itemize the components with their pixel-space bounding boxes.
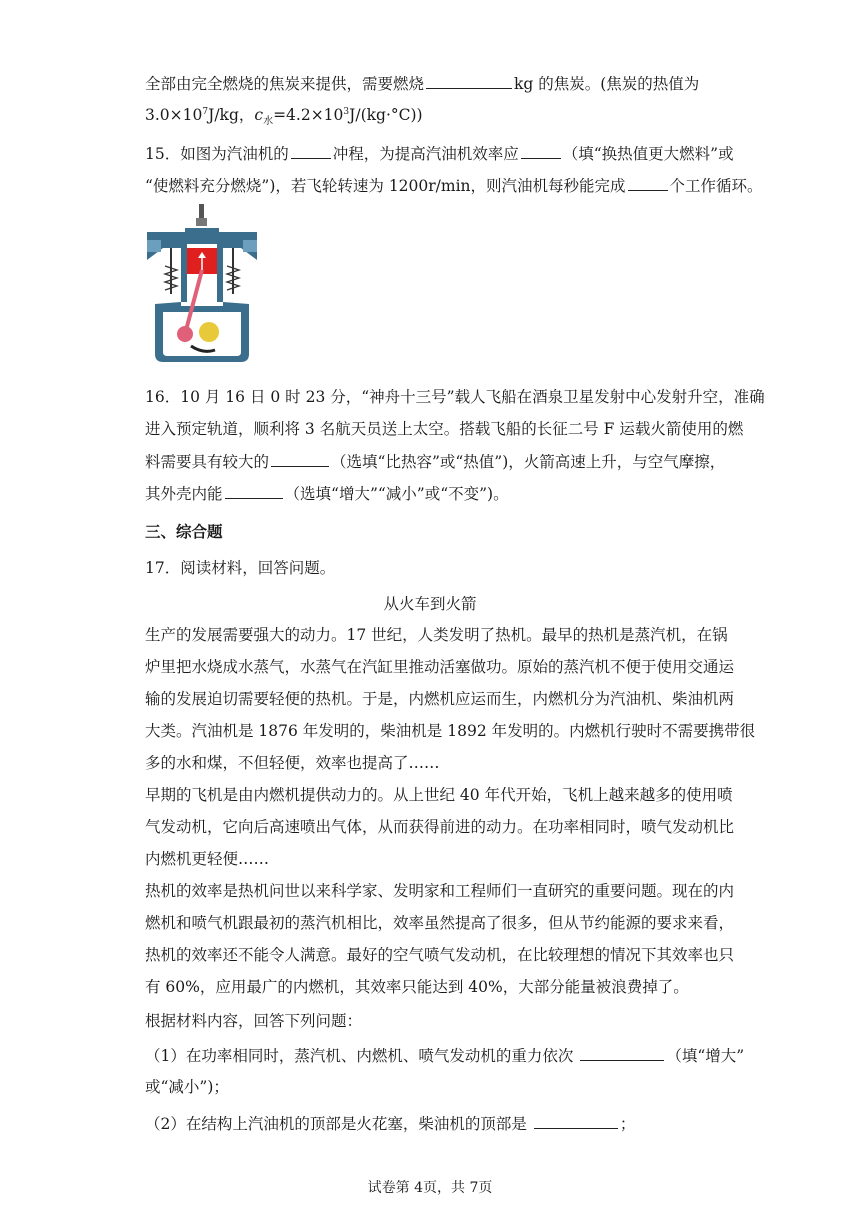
q14-unit1: J/kg， xyxy=(208,106,255,124)
spark-plug-base xyxy=(196,218,207,226)
q14-exp1: 7 xyxy=(202,106,209,117)
q15-line-1 xyxy=(145,142,734,165)
q16-line-2: 进入预定轨道，顺利将 3 名航天员送上太空。搭载飞船的长征二号 F 运载火箭使用的燃 xyxy=(145,420,744,438)
q15-text-b: 冲程，为提高汽油机效率应 xyxy=(332,145,519,163)
q17-sub2-text-a: （2）在结构上汽油机的顶部是火花塞，柴油机的顶部是 xyxy=(145,1115,527,1133)
spark-plug-icon xyxy=(199,204,204,220)
q14-line-2 xyxy=(145,104,423,126)
q17-sub1-text-a: （1）在功率相同时，蒸汽机、内燃机、喷气发动机的重力依次 xyxy=(145,1047,574,1065)
article-p2-line: 内燃机更轻便…… xyxy=(145,850,270,868)
q17-prompt: 根据材料内容，回答下列问题： xyxy=(145,1012,363,1030)
section-title: 三、综合题 xyxy=(145,522,223,541)
q16-blank-energy[interactable] xyxy=(225,482,283,499)
article-p3-line: 燃机和喷气机跟最初的蒸汽机相比，效率虽然提高了很多，但从节约能源的要求来看， xyxy=(145,914,735,932)
q17-sub2-line xyxy=(145,1112,635,1135)
crank-wheel xyxy=(199,322,219,342)
q17-sub1-text-b: （填“增大” xyxy=(666,1047,745,1065)
q17-sub1-blank[interactable] xyxy=(580,1044,664,1061)
q17-sub1-line-2: 或“减小”)； xyxy=(145,1078,229,1096)
q15-blank-method[interactable] xyxy=(521,142,561,159)
q15-line-2 xyxy=(145,174,763,197)
q14-heat-value: 3.0×10 xyxy=(145,106,203,124)
article-p2-line: 气发动机，它向后高速喷出气体，从而获得前进的动力。在功率相同时，喷气发动机比 xyxy=(145,818,735,836)
q16-text-d: （选填“增大”“减小”或“不变”)。 xyxy=(284,485,509,503)
q17-sub2-blank[interactable] xyxy=(534,1112,618,1129)
article-p2-line: 早期的飞机是由内燃机提供动力的。从上世纪 40 年代开始，飞机上越来越多的使用喷 xyxy=(145,786,733,804)
q15-blank-stroke[interactable] xyxy=(291,142,331,159)
exhaust-port xyxy=(243,240,257,252)
q17-sub1-line-1 xyxy=(145,1044,744,1067)
article-p1-line: 生产的发展需要强大的动力。17 世纪，人类发明了热机。最早的热机是蒸汽机，在锅 xyxy=(145,626,728,644)
q14-c-symbol: c xyxy=(254,106,264,124)
article-p1-line: 输的发展迫切需要轻便的热机。于是，内燃机应运而生，内燃机分为汽油机、柴油机两 xyxy=(145,690,735,708)
q16-text-b: （选填“比热容”或“热值”)，火箭高速上升，与空气摩擦， xyxy=(331,453,726,471)
q14-specific-heat: =4.2×10 xyxy=(273,106,344,124)
article-p3-line: 热机的效率还不能令人满意。最好的空气喷气发动机，在比较理想的情况下其效率也只 xyxy=(145,946,735,964)
article-p1-line: 炉里把水烧成水蒸气，水蒸气在汽缸里推动活塞做功。原始的蒸汽机不便于使用交通运 xyxy=(145,658,735,676)
q15-text-d: “使燃料充分燃烧”)，若飞轮转速为 1200r/min，则汽油机每秒能完成 xyxy=(145,177,626,195)
article-p1-line: 大类。汽油机是 1876 年发明的，柴油机是 1892 年发明的。内燃机行驶时不需要携带很 xyxy=(145,722,756,740)
q16-line-4 xyxy=(145,482,509,505)
q15-text-a: 15．如图为汽油机的 xyxy=(145,145,289,163)
q17-sub2-text-b: ； xyxy=(619,1115,636,1133)
cylinder-wall-right xyxy=(217,244,223,302)
q16-text-a: 料需要具有较大的 xyxy=(145,453,270,471)
q15-text-c: （填“换热值更大燃料”或 xyxy=(562,145,734,163)
article-p3-line: 热机的效率是热机问世以来科学家、发明家和工程师们一直研究的重要问题。现在的内 xyxy=(145,882,735,900)
q14-answer-blank[interactable] xyxy=(426,72,512,89)
q15-text-e: 个工作循环。 xyxy=(669,177,763,195)
page-footer: 试卷第 4页，共 7页 xyxy=(367,1180,493,1196)
engine-diagram xyxy=(145,204,259,366)
q16-line-1: 16．10 月 16 日 0 时 23 分，“神舟十三号”载人飞船在酒泉卫星发射中心发射升空，准确 xyxy=(145,388,765,406)
q14-text-a: 全部由完全燃烧的焦炭来提供，需要燃烧 xyxy=(145,75,425,93)
q14-unit2: J/(kg·°C)) xyxy=(349,106,423,124)
article-p3-line: 有 60%，应用最广的内燃机，其效率只能达到 40%，大部分能量被浪费掉了。 xyxy=(145,978,689,996)
intake-port xyxy=(147,240,161,252)
q14-line-1 xyxy=(145,72,699,95)
q14-exp2: 3 xyxy=(343,106,350,117)
cylinder-wall-left xyxy=(181,244,187,302)
q16-text-c: 其外壳内能 xyxy=(145,485,223,503)
q16-line-3 xyxy=(145,450,725,473)
q14-text-b: kg 的焦炭。(焦炭的热值为 xyxy=(514,75,700,93)
article-p1-line: 多的水和煤，不但轻便，效率也提高了…… xyxy=(145,754,440,772)
q16-blank-fuel[interactable] xyxy=(271,450,329,467)
article-title: 从火车到火箭 xyxy=(383,595,477,613)
q15-blank-cycles[interactable] xyxy=(628,174,668,191)
q17-intro: 17．阅读材料，回答问题。 xyxy=(145,559,336,577)
q14-c-sub: 水 xyxy=(263,116,274,128)
